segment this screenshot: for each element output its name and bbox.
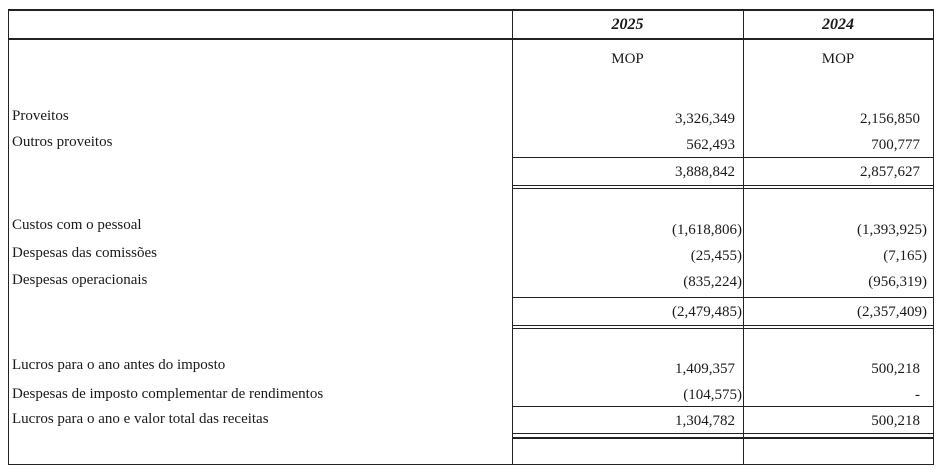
row-label-outros-proveitos: Outros proveitos xyxy=(12,134,113,150)
row-label-lucros-total: Lucros para o ano e valor total das receitas xyxy=(12,411,269,427)
row-label-despesas-operacionais: Despesas operacionais xyxy=(12,272,148,288)
value-2025-despesas-comissoes: (25,455) xyxy=(690,248,742,264)
year-2025-header: 2025 xyxy=(611,16,644,33)
value-2024-custos-pessoal: (1,393,925) xyxy=(857,222,927,238)
row-label-despesas-comissoes: Despesas das comissões xyxy=(12,245,157,261)
row-label-imposto-complementar: Despesas de imposto complementar de rendimentos xyxy=(12,386,324,402)
value-2024-despesas-comissoes: (7,165) xyxy=(883,248,927,264)
col-divider-1 xyxy=(512,9,513,465)
value-2024-outros-proveitos: 700,777 xyxy=(871,137,920,153)
header-rule xyxy=(8,38,934,40)
row-label-lucros-antes-imposto: Lucros para o ano antes do imposto xyxy=(12,357,226,373)
value-2024-proveitos: 2,156,850 xyxy=(860,111,920,127)
value-2025-imposto-complementar: (104,575) xyxy=(683,387,742,403)
frame-bottom xyxy=(8,464,934,465)
rule-subtotal-1-bottom xyxy=(512,185,934,186)
rule-subtotal-2-bottom xyxy=(512,325,934,326)
rule-total-top xyxy=(512,406,934,407)
value-2025-despesas-operacionais: (835,224) xyxy=(683,274,742,290)
value-2025-proveitos: 3,326,349 xyxy=(675,111,735,127)
frame-left xyxy=(8,9,9,465)
value-2024-imposto-complementar: - xyxy=(915,387,920,403)
rule-subtotal-2-top xyxy=(512,297,934,298)
value-2024-lucros-total: 500,218 xyxy=(871,413,920,429)
unit-2024: MOP xyxy=(821,51,855,67)
unit-2025: MOP xyxy=(611,51,644,67)
value-2025-outros-proveitos: 562,493 xyxy=(686,137,735,153)
subtotal-2025-despesas: (2,479,485) xyxy=(672,304,742,320)
rule-subtotal-1-top xyxy=(512,157,934,158)
rule-subtotal-2-bottom2 xyxy=(512,328,934,329)
row-label-custos-pessoal: Custos com o pessoal xyxy=(12,217,142,233)
value-2025-lucros-antes-imposto: 1,409,357 xyxy=(675,361,735,377)
rule-total-bottom2 xyxy=(512,437,934,439)
value-2025-custos-pessoal: (1,618,806) xyxy=(672,222,742,238)
col-divider-2 xyxy=(743,9,744,465)
value-2025-lucros-total: 1,304,782 xyxy=(675,413,735,429)
frame-top xyxy=(8,9,934,11)
value-2024-despesas-operacionais: (956,319) xyxy=(868,274,927,290)
rule-total-bottom xyxy=(512,433,934,434)
subtotal-2024-despesas: (2,357,409) xyxy=(857,304,927,320)
row-label-proveitos: Proveitos xyxy=(12,108,69,124)
subtotal-2024-receitas: 2,857,627 xyxy=(860,164,920,180)
frame-right xyxy=(933,9,934,465)
rule-subtotal-1-bottom2 xyxy=(512,188,934,189)
subtotal-2025-receitas: 3,888,842 xyxy=(675,164,735,180)
year-2024-header: 2024 xyxy=(822,16,854,33)
value-2024-lucros-antes-imposto: 500,218 xyxy=(871,361,920,377)
